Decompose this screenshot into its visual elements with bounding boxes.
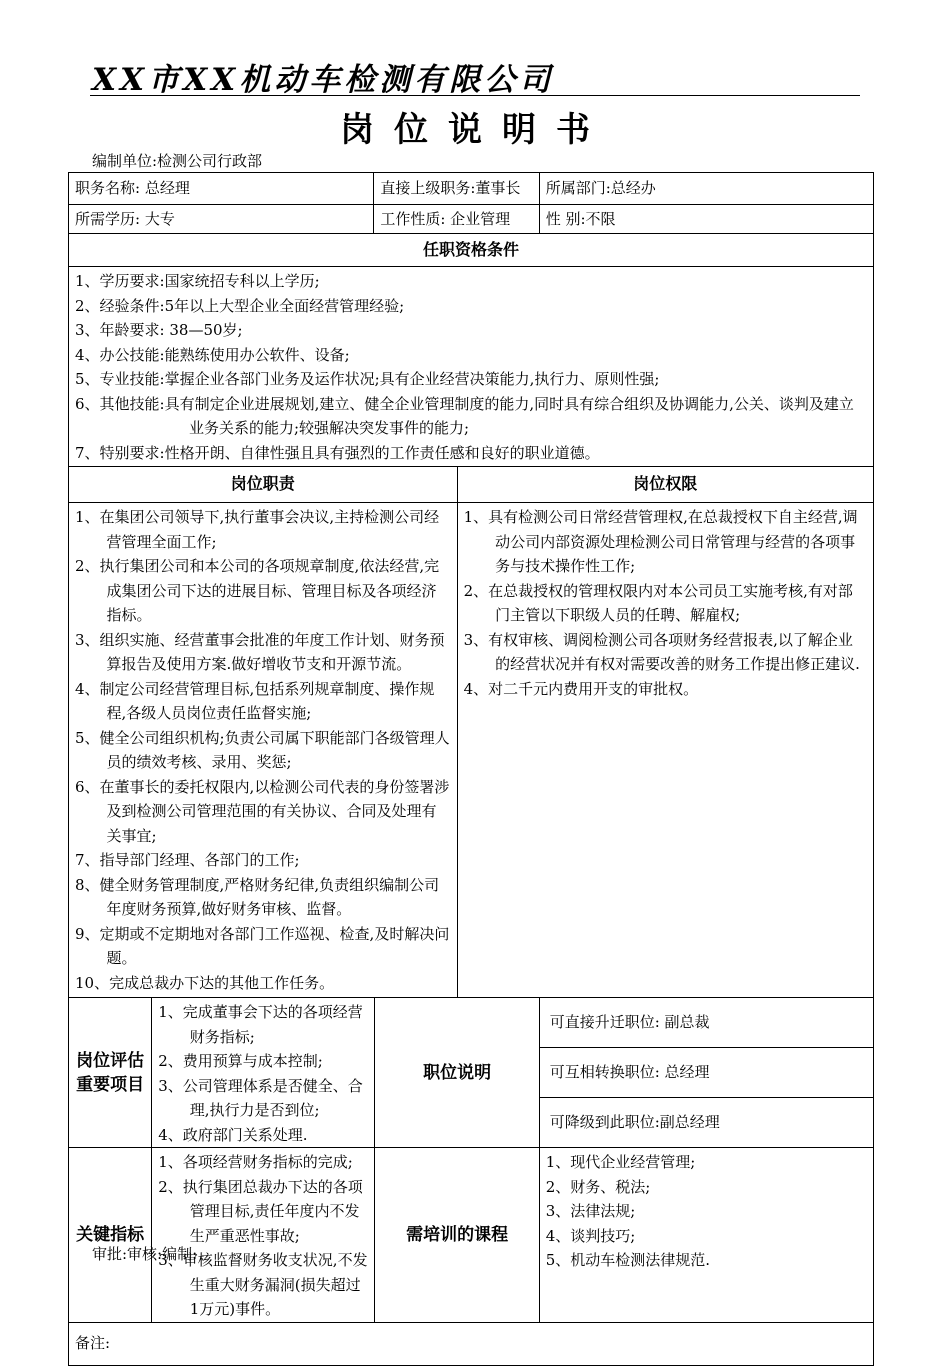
duties-cell: [69, 503, 458, 998]
list-item: 2、执行集团总裁办下达的各项管理目标,责任年度内不发生严重恶性事故;: [158, 1177, 363, 1245]
authority-cell: [457, 503, 873, 998]
list-item: 4、制定公司经营管理目标,包括系列规章制度、操作规程,各级人员岗位责任监督实施;: [75, 679, 435, 722]
list-item: 5、健全公司组织机构;负责公司属下职能部门各级管理人员的绩效考核、录用、奖惩;: [75, 728, 450, 771]
supervisor-cell: 直接上级职务:董事长: [374, 173, 539, 205]
info-row-1: [69, 173, 874, 205]
job-description-table: [68, 172, 874, 1366]
list-item: 2、执行集团公司和本公司的各项规章制度,依法经营,完成集团公司下达的进展目标、管理目标及各项经济指标。: [75, 557, 440, 624]
training-cell: [539, 1148, 873, 1323]
kpi-cell: [152, 1148, 375, 1323]
list-item: 7、指导部门经理、各部门的工作;: [75, 851, 300, 869]
list-item: 2、经验条件:5年以上大型企业全面经营管理经验;: [75, 296, 405, 315]
remarks-cell: 备注:: [69, 1322, 874, 1365]
list-item: 4、办公技能:能熟练使用办公软件、设备;: [75, 345, 350, 364]
training-list: [546, 1150, 867, 1273]
list-item: 5、机动车检测法律规范.: [545, 1251, 711, 1269]
list-item: 1、具有检测公司日常经营管理权,在总裁授权下自主经营,调动公司内部资源处理检测公司日常管理与经营的各项事务与技术操作性工作;: [463, 508, 858, 575]
qualifications-list: [75, 269, 867, 465]
list-item: 2、财务、税法;: [545, 1177, 651, 1196]
list-item: 1、在集团公司领导下,执行董事会决议,主持检测公司经营管理全面工作;: [75, 508, 440, 551]
list-item: 9、定期或不定期地对各部门工作巡视、检查,及时解决问题。: [75, 924, 450, 967]
position-label: 职位说明: [375, 998, 539, 1148]
authority-heading: 岗位权限: [457, 467, 873, 503]
list-item: 3、年龄要求: 38—50岁;: [75, 321, 243, 339]
list-item: 4、政府部门关系处理.: [158, 1125, 308, 1144]
list-item: 6、在董事长的委托权限内,以检测公司代表的身份签署涉及到检测公司管理范围的有关协议、合同及处理有关事宜;: [75, 777, 450, 845]
kpi-label: 关键指标: [69, 1148, 152, 1323]
job-title-cell: 职务名称: 总经理: [69, 173, 374, 205]
education-cell: 所需学历: 大专: [69, 205, 374, 234]
evaluation-list: [158, 1000, 368, 1147]
list-item: 3、组织实施、经营董事会批准的年度工作计划、财务预算报告及使用方案.做好增收节支和开源节流。: [75, 630, 445, 673]
approval-footer: 审批:审核:编制:: [92, 1245, 198, 1263]
duties-heading: 岗位职责: [69, 467, 458, 503]
demote-position: 可降级到此职位:副总经理: [539, 1098, 873, 1148]
training-label: 需培训的课程: [375, 1148, 539, 1323]
evaluation-label: 岗位评估重要项目: [69, 998, 152, 1148]
list-item: 6、其他技能:具有制定企业进展规划,建立、健全企业管理制度的能力,同时具有综合组织及协调能力,公关、谈判及建立业务关系的能力;较强解决突发事件的能力;: [75, 394, 854, 437]
list-item: 1、现代企业经营管理;: [545, 1153, 696, 1171]
header-divider: [90, 95, 860, 96]
evaluation-cell: [152, 998, 375, 1148]
list-item: 5、专业技能:掌握企业各部门业务及运作状况;具有企业经营决策能力,执行力、原则性强;: [75, 370, 660, 388]
list-item: 3、审核监督财务收支状况,不发生重大财务漏洞(损失超过1万元)事件。: [158, 1251, 368, 1318]
list-item: 1、完成董事会下达的各项经营财务指标;: [158, 1003, 363, 1046]
department-cell: 所属部门:总经办: [539, 173, 873, 205]
list-item: 4、谈判技巧;: [545, 1226, 636, 1245]
authority-list: [464, 505, 867, 701]
company-name: XX市XX机动车检测有限公司: [92, 62, 555, 98]
prepared-by: 编制单位:检测公司行政部: [92, 152, 263, 170]
list-item: 3、有权审核、调阅检测公司各项财务经营报表,以了解企业的经营状况并有权对需要改善的财务工作提出修正建议.: [463, 630, 860, 673]
list-item: 8、健全财务管理制度,严格财务纪律,负责组织编制公司年度财务预算,做好财务审核、监督。: [75, 875, 440, 918]
list-item: 4、对二千元内费用开支的审批权。: [463, 679, 699, 698]
kpi-list: [158, 1150, 368, 1322]
list-item: 3、法律法规;: [545, 1202, 636, 1220]
list-item: 2、在总裁授权的管理权限内对本公司员工实施考核,有对部门主管以下职级人员的任聘、解雇权;: [463, 581, 853, 624]
list-item: 2、费用预算与成本控制;: [158, 1052, 323, 1070]
gender-cell: 性 别:不限: [539, 205, 873, 234]
list-item: 7、特别要求:性格开朗、自律性强且具有强烈的工作责任感和良好的职业道德。: [75, 443, 600, 462]
info-row-2: [69, 205, 874, 234]
document-title: 岗位说明书: [340, 110, 610, 150]
duties-list: [75, 505, 451, 995]
list-item: 3、公司管理体系是否健全、合理,执行力是否到位;: [158, 1076, 363, 1119]
qualifications-heading: 任职资格条件: [69, 234, 874, 267]
transfer-position: 可互相转换职位: 总经理: [539, 1048, 873, 1098]
list-item: 1、各项经营财务指标的完成;: [158, 1153, 353, 1171]
work-nature-cell: 工作性质: 企业管理: [374, 205, 539, 234]
qualifications-cell: [69, 267, 874, 467]
list-item: 1、学历要求:国家统招专科以上学历;: [75, 272, 320, 290]
list-item: 10、完成总裁办下达的其他工作任务。: [75, 973, 335, 992]
promote-position: 可直接升迁职位: 副总裁: [539, 998, 873, 1048]
